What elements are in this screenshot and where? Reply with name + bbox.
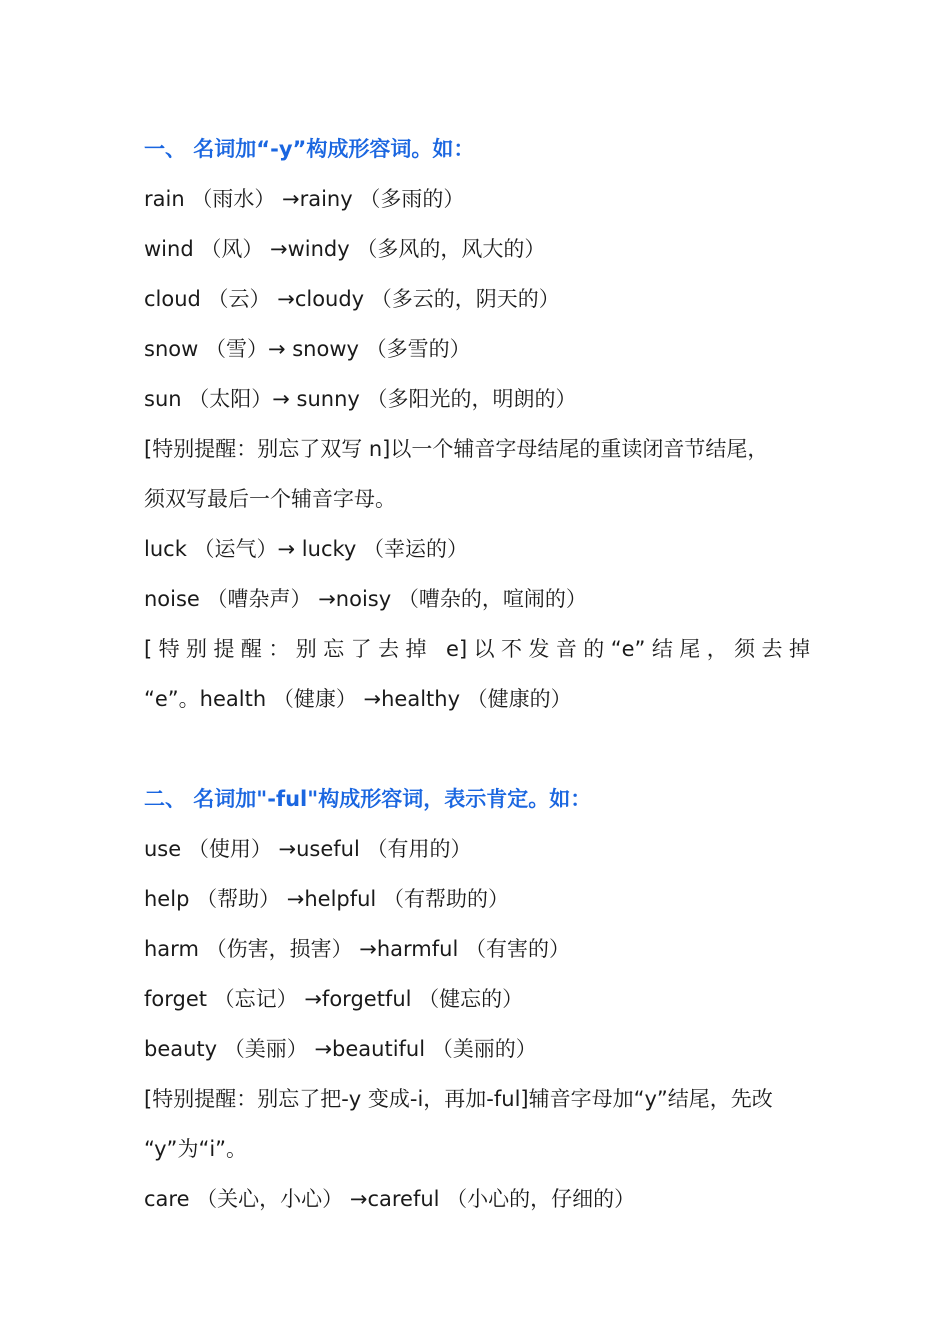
example-help: help （帮助） →helpful （有帮助的） [144, 887, 509, 911]
note-double-n-line2: 须双写最后一个辅音字母。 [144, 487, 396, 511]
example-noise: noise （嘈杂声） →noisy （嘈杂的，喧闹的） [144, 587, 587, 611]
document-page [144, 124, 810, 1224]
note-remove-e-line2: “e”。health （健康） →healthy （健康的） [144, 687, 572, 711]
example-forget: forget （忘记） →forgetful （健忘的） [144, 987, 524, 1011]
example-luck: luck （运气）→ lucky （幸运的） [144, 537, 469, 561]
example-beauty: beauty （美丽） →beautiful （美丽的） [144, 1037, 537, 1061]
note-remove-e-line1: [特别提醒：别忘了去掉 e]以不发音的“e”结尾，须去掉 [144, 637, 810, 661]
example-wind: wind （风） →windy （多风的，风大的） [144, 237, 546, 261]
section-spacer [144, 724, 810, 774]
note-y-to-i-line2: “y”为“i”。 [144, 1137, 248, 1161]
example-cloud: cloud （云） →cloudy （多云的，阴天的） [144, 287, 560, 311]
example-use: use （使用） →useful （有用的） [144, 837, 472, 861]
section-1-heading: 一、 名词加“-y”构成形容词。如： [144, 137, 475, 161]
note-double-n-line1: [特别提醒：别忘了双写 n]以一个辅音字母结尾的重读闭音节结尾， [144, 437, 769, 461]
example-care: care （关心，小心） →careful （小心的，仔细的） [144, 1187, 636, 1211]
example-sun: sun （太阳）→ sunny （多阳光的，明朗的） [144, 387, 577, 411]
example-snow: snow （雪）→ snowy （多雪的） [144, 337, 471, 361]
note-y-to-i-line1: [特别提醒：别忘了把-y 变成-i，再加-ful]辅音字母加“y”结尾，先改 [144, 1087, 773, 1111]
section-2-heading: 二、 名词加"-ful"构成形容词，表示肯定。如： [144, 787, 592, 811]
example-rain: rain （雨水） →rainy （多雨的） [144, 187, 465, 211]
example-harm: harm （伤害，损害） →harmful （有害的） [144, 937, 570, 961]
